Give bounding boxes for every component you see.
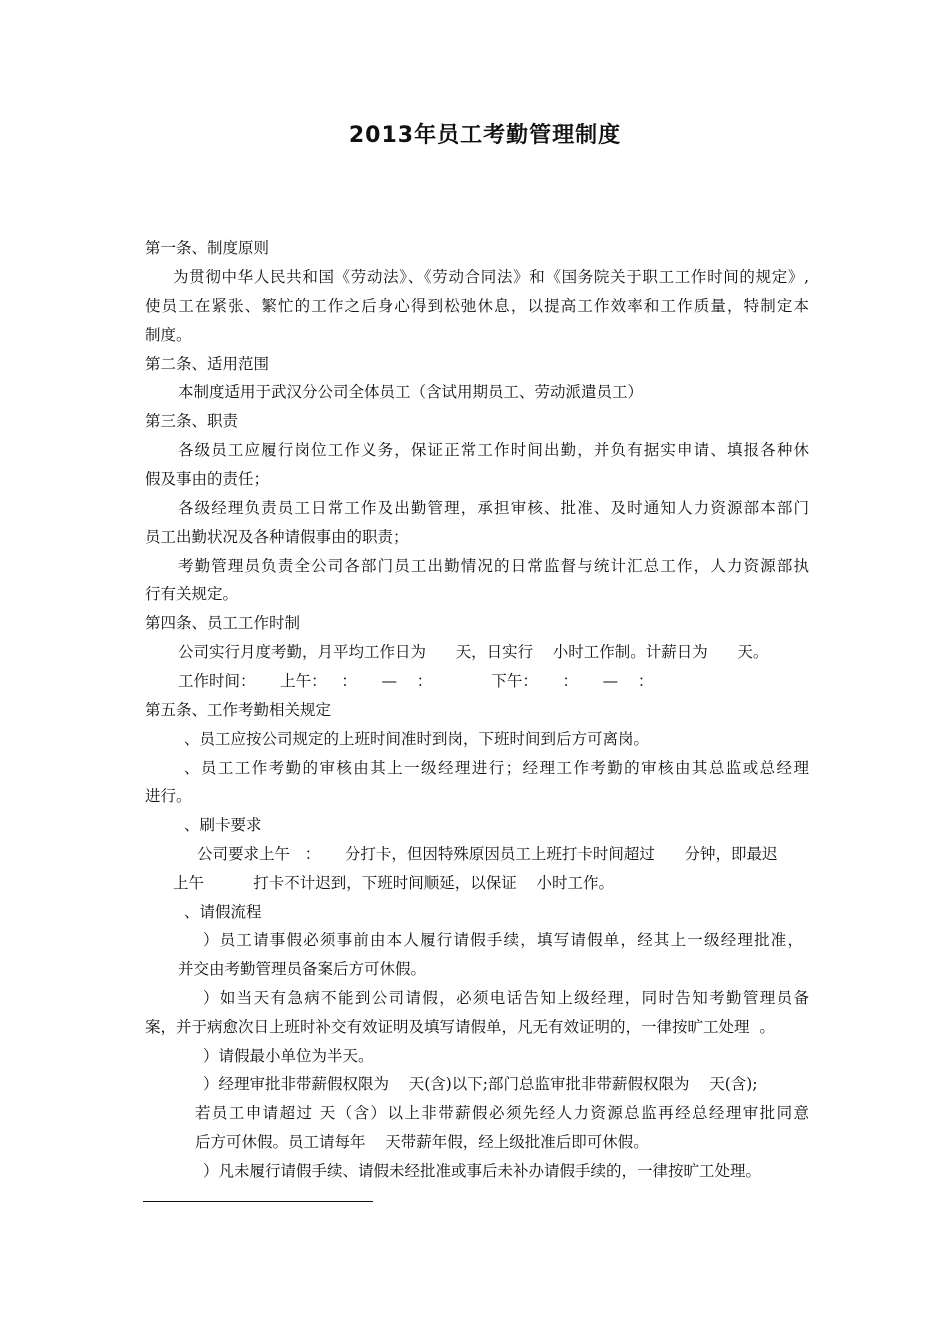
leave-rule-line: ）经理审批非带薪假权限为 天(含)以下;部门总监审批非带薪假权限为 天(含); (203, 1075, 758, 1093)
section-1-paragraph-line: 制度。 (145, 326, 192, 344)
leave-rule-line: ）员工请事假必须事前由本人履行请假手续，填写请假单，经其上一级经理批准， (203, 931, 803, 949)
section-3-paragraph-line: 各级员工应履行岗位工作义务，保证正常工作时间出勤，并负有据实申请、填报各种休 (178, 441, 809, 459)
footnote-separator (143, 1201, 373, 1202)
section-3-paragraph-line: 员工出勤状况及各种请假事由的职责； (145, 528, 409, 546)
section-1-paragraph-line: 为贯彻中华人民共和国《劳动法》、《劳动合同法》和《国务院关于职工工作时间的规定》, (173, 268, 809, 286)
section-1-heading: 第一条、制度原则 (145, 239, 270, 257)
section-3-heading: 第三条、职责 (145, 412, 239, 430)
section-5-card-rule-line: 公司要求上午 ： 分打卡，但因特殊原因员工上班打卡时间超过 分钟，即最迟 (197, 845, 778, 863)
section-3-paragraph-line: 考勤管理员负责全公司各部门员工出勤情况的日常监督与统计汇总工作，人力资源部执 (178, 557, 809, 575)
section-3-paragraph-line: 行有关规定。 (145, 585, 239, 603)
section-1-paragraph-line: 使员工在紧张、繁忙的工作之后身心得到松弛休息，以提高工作效率和工作质量，特制定本 (145, 297, 809, 315)
leave-rule-line: ）请假最小单位为半天。 (203, 1047, 374, 1065)
section-5-heading: 第五条、工作考勤相关规定 (145, 701, 332, 719)
leave-rule-line: ）凡未履行请假手续、请假未经批准或事后未补办请假手续的，一律按旷工处理。 (203, 1162, 762, 1180)
leave-rule-line: 若员工申请超过 天（含）以上非带薪假必须先经人力资源总监再经总经理审批同意 (195, 1104, 809, 1122)
section-4-work-hours: 工作时间： 上午： ： — ： 下午： ： — ： (178, 672, 654, 690)
section-4-heading: 第四条、员工工作时制 (145, 614, 301, 632)
section-2-paragraph: 本制度适用于武汉分公司全体员工（含试用期员工、劳动派遣员工） (178, 383, 644, 401)
section-5-item: 、员工工作考勤的审核由其上一级经理进行；经理工作考勤的审核由其总监或总经理 (184, 759, 809, 777)
section-5-item-heading: 、请假流程 (184, 903, 262, 921)
leave-rule-line: 并交由考勤管理员备案后方可休假。 (178, 960, 427, 978)
section-5-item-heading: 、刷卡要求 (184, 816, 262, 834)
document-title: 2013年员工考勤管理制度 (348, 123, 622, 148)
leave-rule-line: 后方可休假。员工请每年 天带薪年假，经上级批准后即可休假。 (195, 1133, 649, 1151)
section-4-paragraph: 公司实行月度考勤，月平均工作日为 天，日实行 小时工作制。计薪日为 天。 (178, 643, 769, 661)
section-5-item: 进行。 (145, 787, 192, 805)
section-5-item: 、员工应按公司规定的上班时间准时到岗，下班时间到后方可离岗。 (184, 730, 650, 748)
section-2-heading: 第二条、适用范围 (145, 355, 270, 373)
leave-rule-line: 案，并于病愈次日上班时补交有效证明及填写请假单，凡无有效证明的，一律按旷工处理 。 (145, 1018, 775, 1036)
section-3-paragraph-line: 各级经理负责员工日常工作及出勤管理，承担审核、批准、及时通知人力资源部本部门 (178, 499, 809, 517)
section-5-card-rule-line: 上午 打卡不计迟到，下班时间顺延，以保证 小时工作。 (173, 874, 614, 892)
section-3-paragraph-line: 假及事由的责任； (145, 470, 270, 488)
leave-rule-line: ）如当天有急病不能到公司请假，必须电话告知上级经理，同时告知考勤管理员备 (203, 989, 809, 1007)
